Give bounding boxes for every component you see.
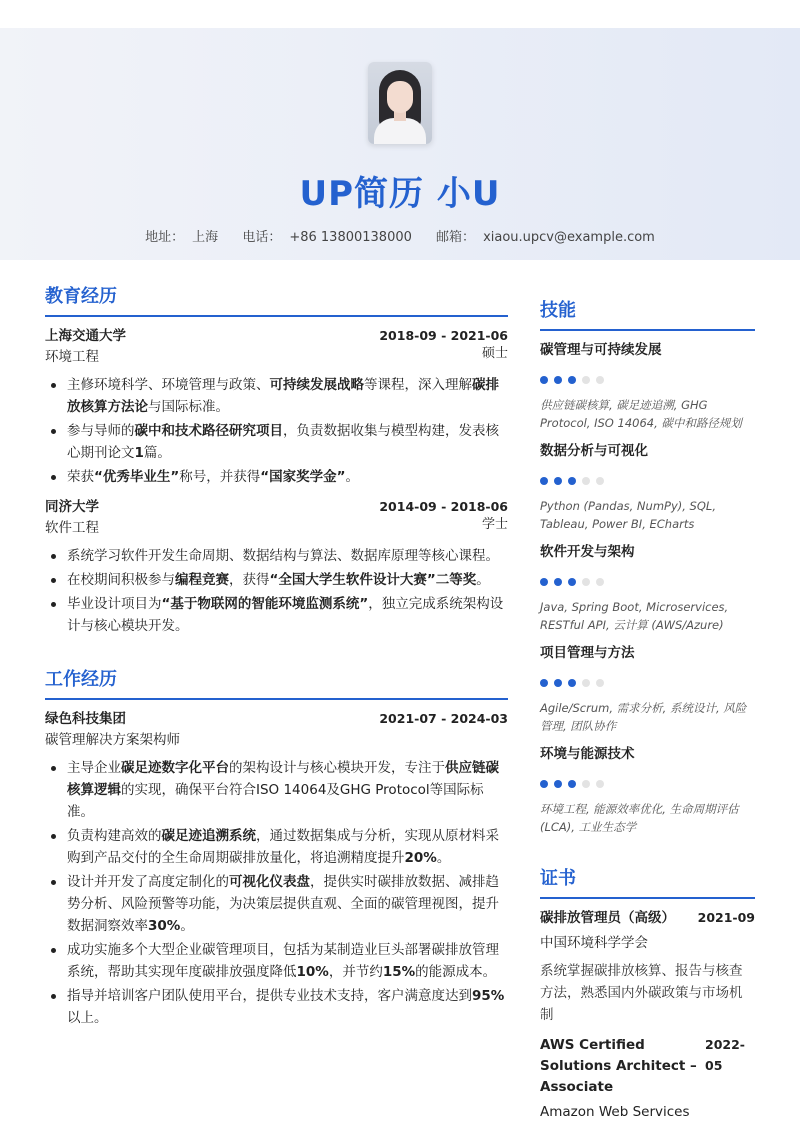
photo-body — [374, 118, 426, 144]
entry-header — [45, 325, 508, 347]
bullet-text: 在校期间积极参与 — [67, 572, 175, 588]
level-dot-filled — [568, 376, 576, 384]
contact-value: xiaou.upcv@example.com — [483, 230, 655, 245]
education-entry — [45, 325, 508, 488]
entry-date: 2014-09 - 2018-06 — [379, 499, 508, 514]
bullet-text: 。 — [476, 572, 490, 588]
school-name: 同济大学 — [45, 499, 99, 515]
entry-sub — [45, 518, 508, 539]
certificate-header — [540, 1034, 755, 1098]
level-dot-filled — [554, 376, 562, 384]
bullet-highlight: 1 — [134, 445, 144, 461]
level-dot-empty — [596, 376, 604, 384]
contact-label: 邮箱： — [436, 230, 476, 245]
certificate-name: AWS Certified Solutions Architect – Associate — [540, 1037, 697, 1095]
skill-item — [540, 643, 755, 735]
bullet-text: ，通过数据集成与分析，实现从原材料采购到产品交付的全生命周期碳排放量化，将追溯精度提升 — [67, 828, 499, 866]
bullet-highlight: “基于物联网的智能环境监测系统” — [161, 596, 369, 612]
entry-sub — [45, 347, 508, 368]
contact-label: 地址： — [145, 230, 185, 245]
bullet-text: ，负责数据收集与模型构建，发表核心期刊论文 — [67, 423, 499, 461]
skill-description: Java, Spring Boot, Microservices, RESTful API, 云计算 (AWS/Azure) — [540, 600, 729, 632]
bullet-text: 系统学习软件开发生命周期、数据结构与算法、数据库原理等核心课程。 — [67, 548, 499, 564]
certificate-date: 2021-09 — [697, 910, 755, 925]
bullet-item — [45, 593, 508, 637]
contact-address — [145, 226, 218, 245]
level-dot-filled — [540, 679, 548, 687]
skill-description: 环境工程, 能源效率优化, 生命周期评估 (LCA), 工业生态学 — [540, 802, 739, 834]
level-dot-filled — [568, 780, 576, 788]
certificate-item — [540, 1034, 755, 1123]
bullet-item — [45, 420, 508, 464]
bullet-list — [45, 374, 508, 488]
skill-name: 碳管理与可持续发展 — [540, 342, 662, 358]
resume-header — [0, 28, 800, 260]
side-column — [540, 296, 755, 1123]
level-dot-filled — [540, 578, 548, 586]
bullet-highlight: “国家奖学金” — [260, 469, 346, 485]
level-dot-filled — [554, 477, 562, 485]
level-dot-filled — [568, 477, 576, 485]
skill-level-dots — [540, 376, 755, 386]
certificates-list — [540, 907, 755, 1123]
education-list — [45, 325, 508, 637]
bullet-highlight: 20% — [404, 850, 437, 866]
school-name: 上海交通大学 — [45, 328, 126, 344]
bullet-text: 主修环境科学、环境管理与政策、 — [67, 377, 270, 393]
skill-item — [540, 744, 755, 836]
skills-list — [540, 340, 755, 836]
bullet-text: 。 — [180, 918, 194, 934]
level-dot-empty — [582, 477, 590, 485]
bullet-item — [45, 939, 508, 983]
education-title: 教育经历 — [45, 282, 508, 317]
bullet-text: 篇。 — [143, 445, 171, 461]
photo-face — [387, 81, 413, 113]
bullet-text: 的实现，确保平台符合ISO 14064及GHG Protocol等国际标准。 — [67, 782, 484, 820]
skills-title: 技能 — [540, 296, 755, 331]
level-dot-filled — [554, 780, 562, 788]
work-title: 工作经历 — [45, 665, 508, 700]
bullet-text: 毕业设计项目为 — [67, 596, 162, 612]
bullet-highlight: 碳足迹数字化平台 — [121, 760, 229, 776]
main-column — [45, 282, 508, 1031]
bullet-text: 成功实施多个大型企业碳管理项目，包括为某制造业巨头部署碳排放管理系统，帮助其实现年度碳排放强度降低 — [67, 942, 499, 980]
bullet-item — [45, 374, 508, 418]
level-dot-empty — [582, 376, 590, 384]
bullet-highlight: 可持续发展战略 — [269, 377, 364, 393]
degree: 硕士 — [481, 346, 508, 361]
bullet-text: 。 — [345, 469, 359, 485]
bullet-highlight: “优秀毕业生” — [94, 469, 180, 485]
skill-level-dots — [540, 679, 755, 689]
level-dot-filled — [568, 578, 576, 586]
bullet-text: 主导企业 — [67, 760, 121, 776]
skill-name: 软件开发与架构 — [540, 544, 635, 560]
skill-name: 环境与能源技术 — [540, 746, 635, 762]
skill-name: 项目管理与方法 — [540, 645, 635, 661]
bullet-text: 指导并培训客户团队使用平台，提供专业技术支持，客户满意度达到 — [67, 988, 472, 1004]
bullet-text: 称号，并获得 — [179, 469, 261, 485]
job-role: 碳管理解决方案架构师 — [45, 732, 180, 748]
entry-date: 2021-07 - 2024-03 — [379, 711, 508, 726]
certificates-title: 证书 — [540, 864, 755, 899]
contact-label: 电话： — [242, 230, 282, 245]
bullet-item — [45, 757, 508, 823]
certificate-issuer: 中国环境科学学会 — [540, 935, 648, 951]
certificate-date: 2022-05 — [705, 1037, 745, 1073]
education-entry — [45, 496, 508, 637]
certificate-issuer: Amazon Web Services — [540, 1104, 690, 1120]
level-dot-filled — [540, 780, 548, 788]
bullet-text: 负责构建高效的 — [67, 828, 162, 844]
contact-value: 上海 — [192, 230, 219, 245]
skill-description: Agile/Scrum, 需求分析, 系统设计, 风险管理, 团队协作 — [540, 701, 747, 733]
candidate-name: UP简历 小U — [299, 174, 501, 214]
bullet-highlight: 10% — [296, 964, 329, 980]
bullet-highlight: 95% — [472, 988, 505, 1004]
bullet-text: 的能源成本。 — [415, 964, 497, 980]
level-dot-empty — [596, 477, 604, 485]
skill-item — [540, 340, 755, 432]
bullet-highlight: 15% — [382, 964, 416, 980]
bullet-text: 参与导师的 — [67, 423, 135, 439]
bullet-item — [45, 569, 508, 591]
bullet-text: 荣获 — [67, 469, 94, 485]
skill-level-dots — [540, 780, 755, 790]
level-dot-empty — [596, 578, 604, 586]
level-dot-filled — [568, 679, 576, 687]
bullet-highlight: 供应链碳核算逻辑 — [67, 760, 499, 798]
contact-email — [436, 226, 655, 245]
bullet-text: 以上。 — [67, 1010, 108, 1026]
bullet-item — [45, 871, 508, 937]
skill-description: 供应链碳核算, 碳足迹追溯, GHG Protocol, ISO 14064, 碳中和路径规划 — [540, 398, 742, 430]
entry-date: 2018-09 - 2021-06 — [379, 328, 508, 343]
bullet-highlight: “全国大学生软件设计大赛”二等奖 — [269, 572, 477, 588]
entry-header — [45, 496, 508, 518]
bullet-highlight: 编程竞赛 — [175, 572, 229, 588]
company-name: 绿色科技集团 — [45, 711, 126, 727]
degree: 学士 — [481, 517, 508, 532]
certificate-name: 碳排放管理员（高级） — [540, 910, 675, 926]
profile-photo — [368, 62, 432, 144]
bullet-item — [45, 466, 508, 488]
bullet-list — [45, 757, 508, 1029]
contact-bar — [0, 226, 800, 245]
contact-value: +86 13800138000 — [289, 230, 412, 245]
bullet-highlight: 碳足迹追溯系统 — [161, 828, 256, 844]
certificate-description: 系统掌握碳排放核算、报告与核查方法，熟悉国内外碳政策与市场机制 — [540, 963, 743, 1023]
level-dot-empty — [582, 578, 590, 586]
bullet-text: 与国际标准。 — [148, 399, 229, 415]
major: 环境工程 — [45, 349, 99, 365]
skill-name: 数据分析与可视化 — [540, 443, 648, 459]
bullet-text: 设计并开发了高度定制化的 — [67, 874, 229, 890]
bullet-text: ，并节约 — [328, 964, 383, 980]
level-dot-empty — [596, 679, 604, 687]
skill-level-dots — [540, 578, 755, 588]
bullet-item — [45, 825, 508, 869]
work-entry — [45, 708, 508, 1029]
level-dot-empty — [582, 679, 590, 687]
certificate-item — [540, 907, 755, 1026]
bullet-highlight: 碳排放核算方法论 — [67, 377, 499, 415]
bullet-item — [45, 545, 508, 567]
entry-header — [45, 708, 508, 730]
bullet-text: ，独立完成系统架构设计与核心模块开发。 — [67, 596, 504, 634]
skill-item — [540, 441, 755, 533]
bullet-highlight: 碳中和技术路径研究项目 — [134, 423, 283, 439]
contact-phone — [242, 226, 412, 245]
bullet-highlight: 可视化仪表盘 — [229, 874, 310, 890]
bullet-text: ，提供实时碳排放数据、减排趋势分析、风险预警等功能，为决策层提供直观、全面的碳管理视图，提升数据洞察效率 — [67, 874, 499, 934]
bullet-list — [45, 545, 508, 637]
bullet-text: 的架构设计与核心模块开发，专注于 — [229, 760, 445, 776]
skill-level-dots — [540, 477, 755, 487]
level-dot-empty — [596, 780, 604, 788]
level-dot-filled — [540, 376, 548, 384]
skill-description: Python (Pandas, NumPy), SQL, Tableau, Power BI, ECharts — [540, 499, 716, 531]
bullet-item — [45, 985, 508, 1029]
level-dot-filled — [554, 679, 562, 687]
level-dot-empty — [582, 780, 590, 788]
bullet-highlight: 30% — [148, 918, 181, 934]
level-dot-filled — [554, 578, 562, 586]
skill-item — [540, 542, 755, 634]
level-dot-filled — [540, 477, 548, 485]
work-list — [45, 708, 508, 1029]
major: 软件工程 — [45, 520, 99, 536]
bullet-text: ，获得 — [229, 572, 270, 588]
bullet-text: 等课程，深入理解 — [364, 377, 472, 393]
certificate-header — [540, 907, 755, 929]
bullet-text: 。 — [436, 850, 451, 866]
